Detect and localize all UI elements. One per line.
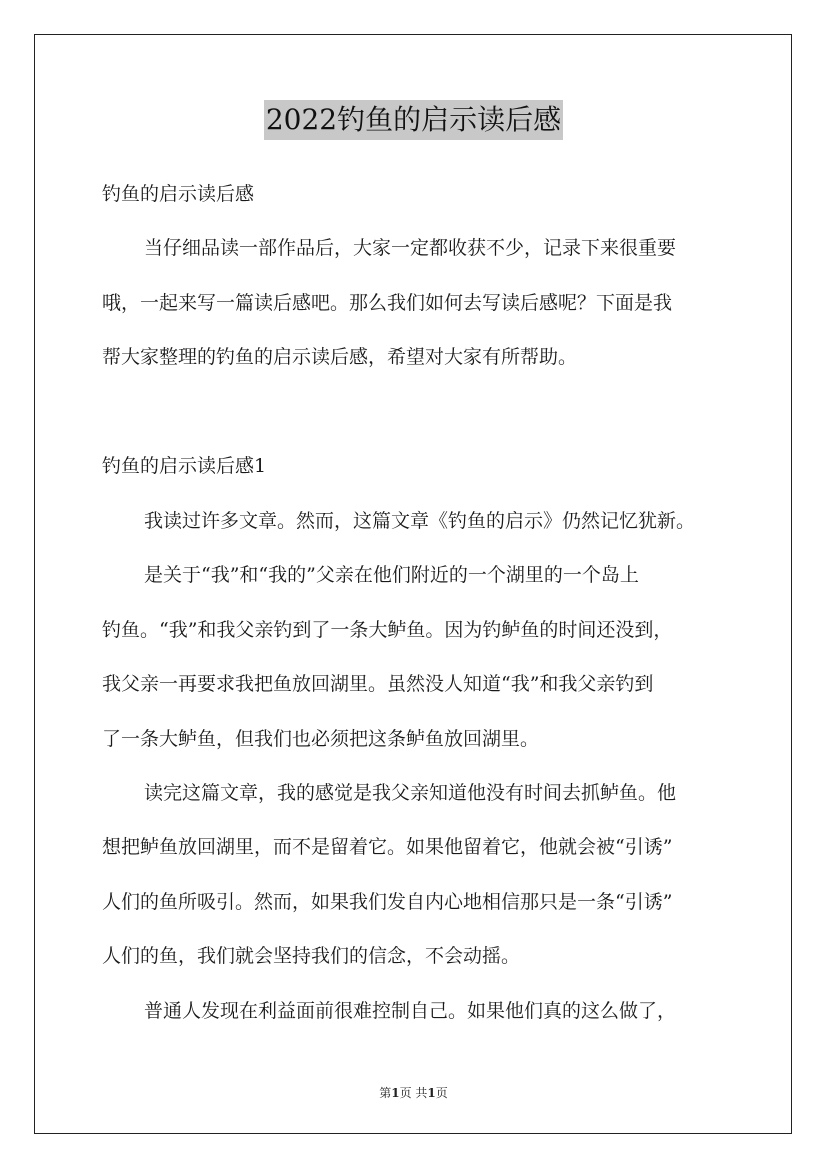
body-line-5: 了一条大鲈鱼，但我们也必须把这条鲈鱼放回湖里。 [102,728,540,750]
body-line-8: 人们的鱼所吸引。然而，如果我们发自内心地相信那只是一条“引诱” [102,891,673,913]
intro-line-2: 哦，一起来写一篇读后感吧。那么我们如何去写读后感呢？下面是我 [102,292,673,314]
body-line-3: 钓鱼。“我”和我父亲钓到了一条大鲈鱼。因为钓鲈鱼的时间还没到， [102,619,673,641]
title-container [0,100,827,140]
footer-page-prefix: 第 [379,1086,392,1100]
body-line-4: 我父亲一再要求我把鱼放回湖里。虽然没人知道“我”和我父亲钓到 [102,673,654,695]
section-heading: 钓鱼的启示读后感1 [102,455,267,477]
body-line-9: 人们的鱼，我们就会坚持我们的信念，不会动摇。 [102,945,521,967]
body-line-2: 是关于“我”和“我的”父亲在他们附近的一个湖里的一个岛上 [144,564,639,586]
footer-page-current: 1 [391,1086,400,1100]
document-title: 2022钓鱼的启示读后感 [264,100,563,140]
footer-page-mid: 页 共 [399,1086,428,1100]
body-line-7: 想把鲈鱼放回湖里，而不是留着它。如果他留着它，他就会被“引诱” [102,836,673,858]
footer-page-suffix: 页 [435,1086,448,1100]
body-line-10: 普通人发现在利益面前很难控制自己。如果他们真的这么做了， [144,1000,677,1022]
intro-line-3: 帮大家整理的钓鱼的启示读后感，希望对大家有所帮助。 [102,346,578,368]
intro-line-1: 当仔细品读一部作品后，大家一定都收获不少，记录下来很重要 [144,237,677,259]
body-line-1: 我读过许多文章。然而，这篇文章《钓鱼的启示》仍然记忆犹新。 [144,510,696,532]
page-footer [0,1084,827,1101]
body-line-6: 读完这篇文章，我的感觉是我父亲知道他没有时间去抓鲈鱼。他 [144,782,677,804]
footer-page-total: 1 [427,1086,436,1100]
document-subtitle: 钓鱼的启示读后感 [102,183,255,205]
